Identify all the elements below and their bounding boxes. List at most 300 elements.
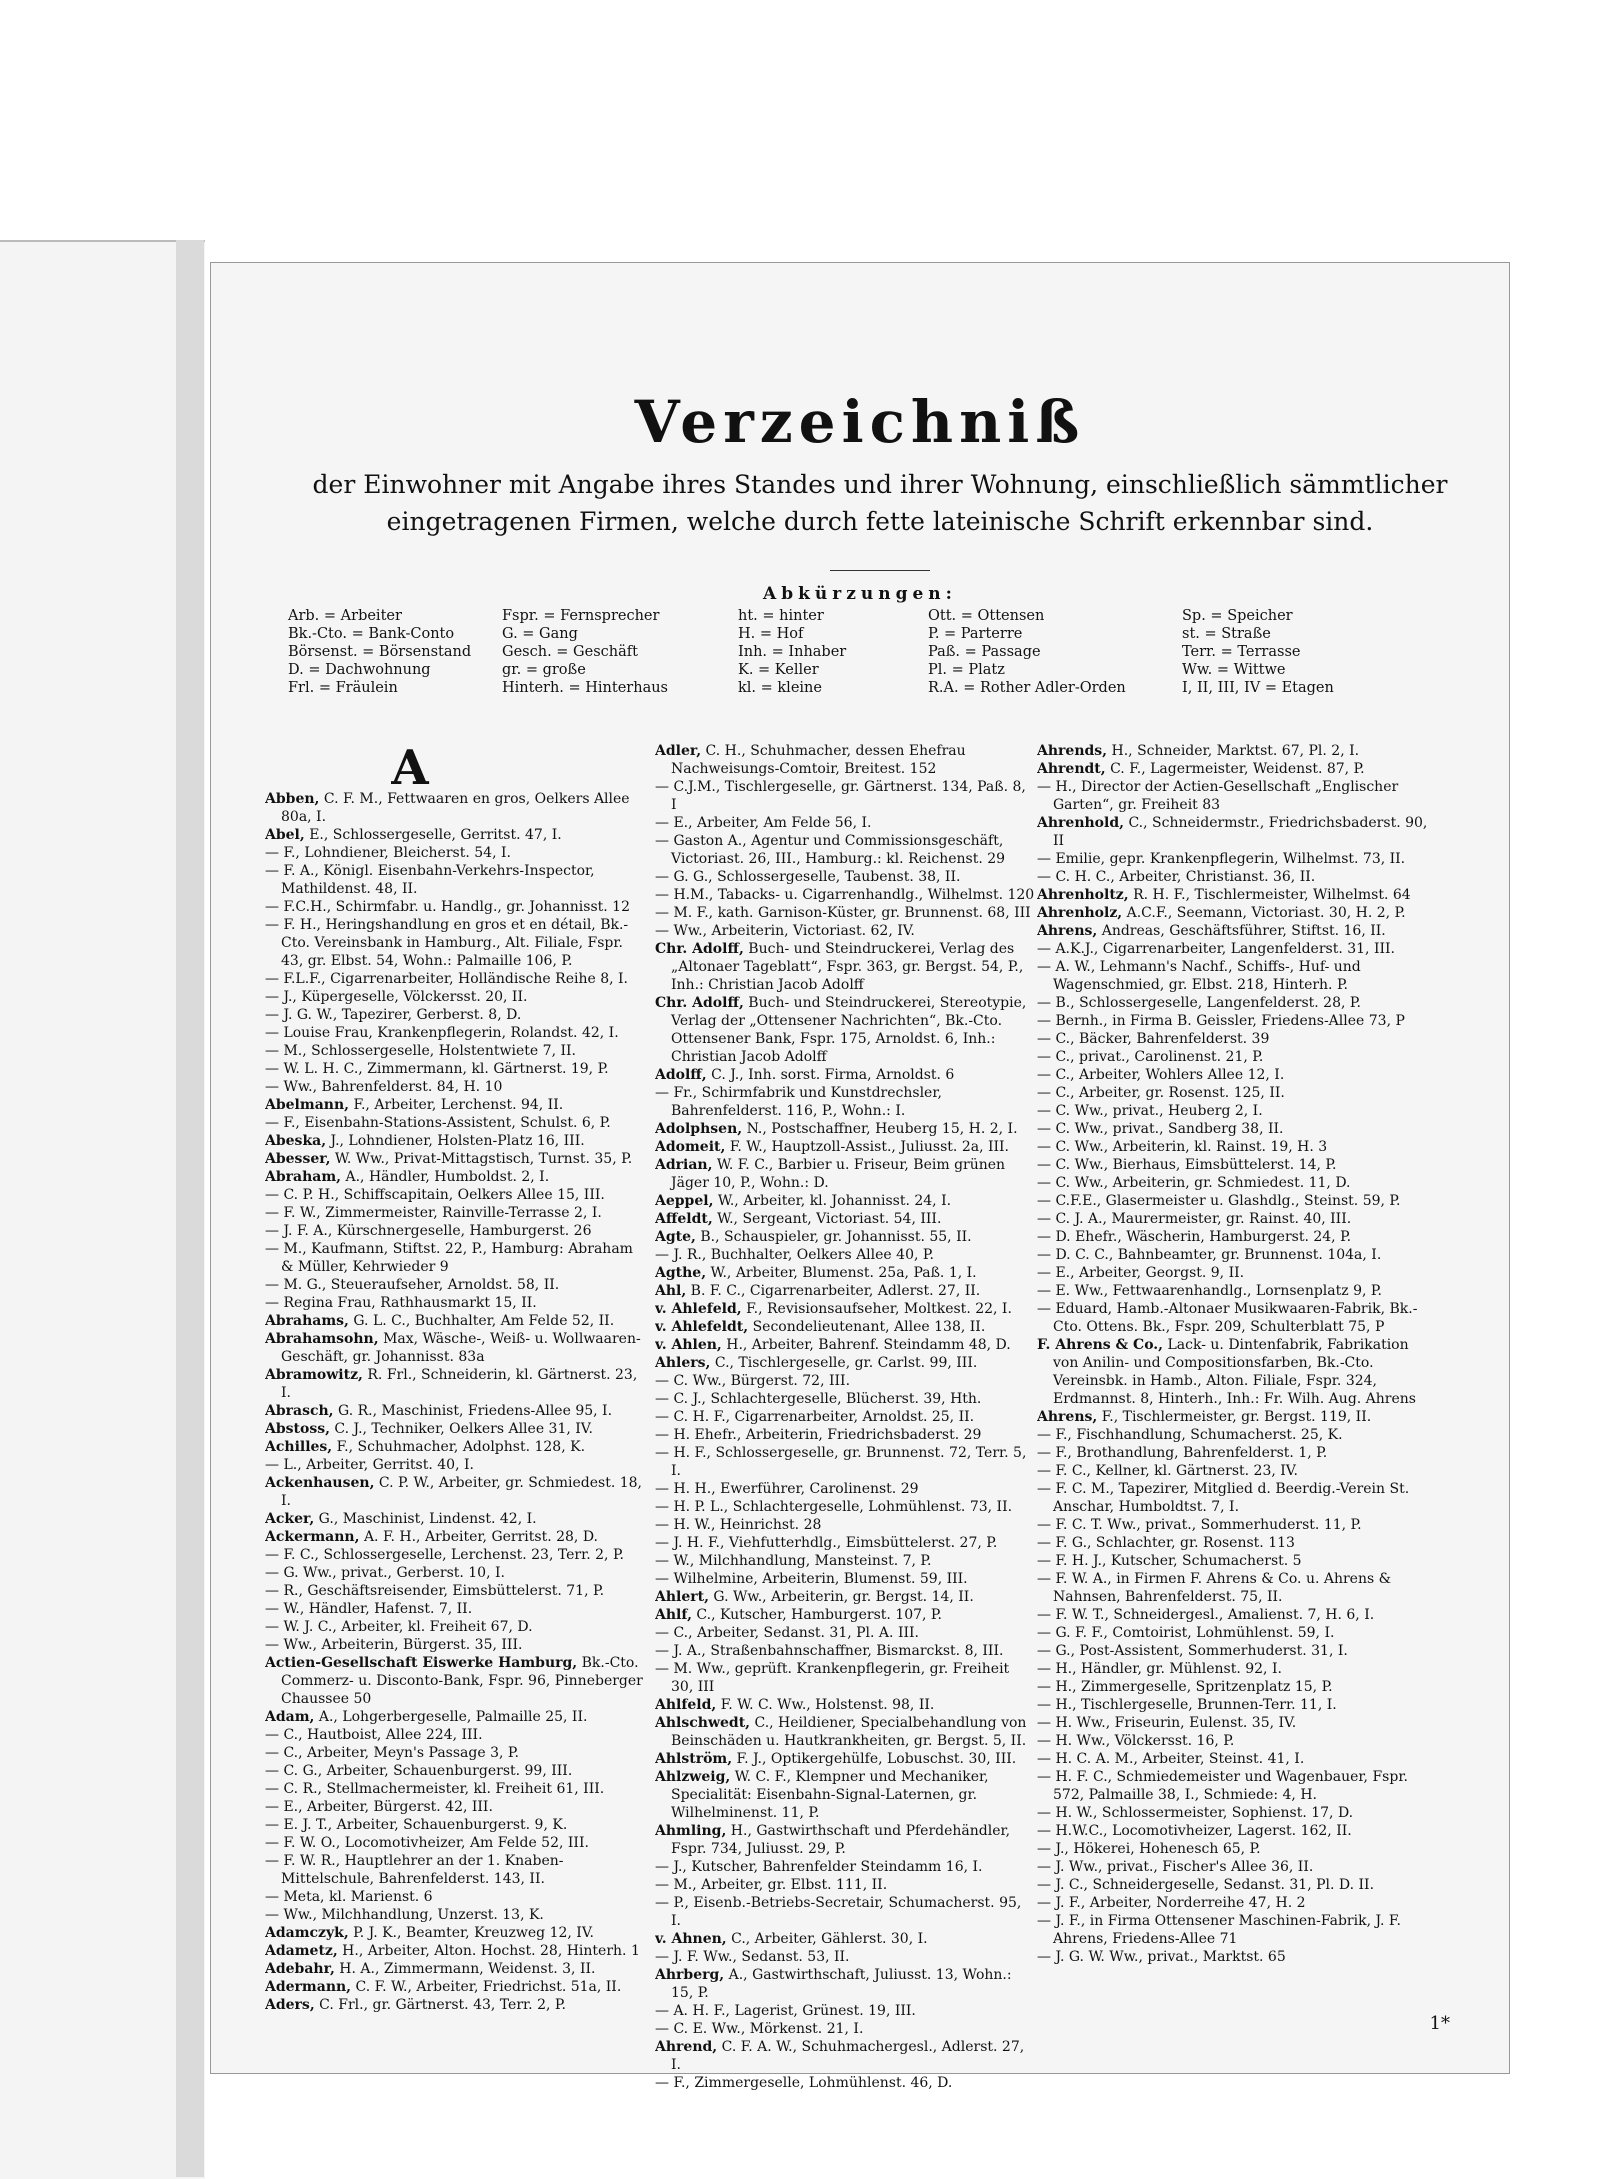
entry-details: — J. G. W. Ww., privat., Marktst. 65	[1037, 1949, 1286, 1965]
directory-entry	[655, 1282, 1035, 1300]
directory-entry	[265, 970, 645, 988]
entry-details: — Ww., Arbeiterin, Bürgerst. 35, III.	[265, 1637, 523, 1653]
entry-name: Abramowitz,	[265, 1367, 363, 1383]
directory-column-3	[1037, 742, 1429, 1966]
directory-entry	[265, 988, 645, 1006]
abbreviations-column-2	[502, 607, 668, 697]
directory-entry	[1037, 1120, 1429, 1138]
directory-entry	[655, 1552, 1035, 1570]
directory-entry	[265, 1510, 645, 1528]
entry-details: W. F. C., Barbier u. Friseur, Beim grünen Jäger 10, P., Wohn.: D.	[671, 1157, 1006, 1191]
page-title: Verzeichniß	[634, 388, 1086, 456]
directory-entry	[1037, 1534, 1429, 1552]
entry-details: C. J., Inh. sorst. Firma, Arnoldst. 6	[706, 1067, 955, 1083]
directory-entry	[655, 1948, 1035, 1966]
entry-name: Ahlzweig,	[655, 1769, 731, 1785]
directory-entry	[655, 1228, 1035, 1246]
entry-details: — E. J. T., Arbeiter, Schauenburgerst. 9, K.	[265, 1817, 568, 1833]
entry-name: Ahrends,	[1037, 743, 1108, 759]
entry-details: — C. Ww., Arbeiterin, gr. Schmiedest. 11, D.	[1037, 1175, 1351, 1191]
entry-details: — H. C. A. M., Arbeiter, Steinst. 41, I.	[1037, 1751, 1305, 1767]
abbreviation-item: Gesch. = Geschäft	[502, 644, 638, 660]
entry-details: — C. H. C., Arbeiter, Christianst. 36, II.	[1037, 869, 1316, 885]
directory-entry	[265, 1978, 645, 1996]
directory-entry	[1037, 1426, 1429, 1444]
directory-entry	[655, 1714, 1035, 1750]
entry-details: W., Arbeiter, kl. Johannisst. 24, I.	[713, 1193, 952, 1209]
entry-details: — H. Ww., Friseurin, Eulenst. 35, IV.	[1037, 1715, 1297, 1731]
directory-entry	[1037, 1480, 1429, 1516]
entry-details: — H., Director der Actien-Gesellschaft „Englischer Garten“, gr. Freiheit 83	[1037, 779, 1399, 813]
entry-details: Buch- und Steindruckerei, Verlag des „Altonaer Tageblatt“, Fspr. 363, gr. Bergst. 54, P., Inh.: Christian Jacob Adolff	[671, 941, 1024, 993]
directory-entry	[655, 1084, 1035, 1120]
directory-column-2	[655, 742, 1035, 2092]
entry-details: J., Lohndiener, Holsten-Platz 16, III.	[326, 1133, 585, 1149]
abbreviation-item: Pl. = Platz	[928, 662, 1005, 678]
entry-details: — J. Ww., privat., Fischer's Allee 36, II.	[1037, 1859, 1314, 1875]
entry-details: Bk.-Cto. Commerz- u. Disconto-Bank, Fspr. 96, Pinneberger Chaussee 50	[281, 1655, 643, 1707]
entry-details: — F. C., Schlossergeselle, Lerchenst. 23, Terr. 2, P.	[265, 1547, 624, 1563]
entry-details: F., Schuhmacher, Adolphst. 128, K.	[332, 1439, 586, 1455]
entry-details: — F. W. A., in Firmen F. Ahrens & Co. u. Ahrens & Nahnsen, Bahrenfelderst. 75, II.	[1037, 1571, 1392, 1605]
directory-entry	[1037, 904, 1429, 922]
entry-details: — C., Arbeiter, Meyn's Passage 3, P.	[265, 1745, 519, 1761]
entry-details: — C. H. F., Cigarrenarbeiter, Arnoldst. 25, II.	[655, 1409, 975, 1425]
entry-name: Ahlschwedt,	[655, 1715, 751, 1731]
directory-entry	[265, 1564, 645, 1582]
entry-details: — F. C., Kellner, kl. Gärtnerst. 23, IV.	[1037, 1463, 1298, 1479]
entry-details: — C. Ww., privat., Heuberg 2, I.	[1037, 1103, 1263, 1119]
entry-details: — J. H. F., Viehfutterhdlg., Eimsbüttelerst. 27, P.	[655, 1535, 998, 1551]
directory-entry	[655, 904, 1035, 922]
entry-details: — C. G., Arbeiter, Schauenburgerst. 99, III.	[265, 1763, 573, 1779]
directory-entry	[1037, 1174, 1429, 1192]
directory-entry	[655, 2074, 1035, 2092]
entry-details: — E., Arbeiter, Am Felde 56, I.	[655, 815, 872, 831]
entry-details: — P., Eisenb.-Betriebs-Secretair, Schumacherst. 95, I.	[655, 1895, 1022, 1929]
entry-details: F., Tischlermeister, gr. Bergst. 119, II.	[1097, 1409, 1372, 1425]
entry-details: — D. Ehefr., Wäscherin, Hamburgerst. 24, P.	[1037, 1229, 1352, 1245]
entry-details: C. F., Lagermeister, Weidenst. 87, P.	[1105, 761, 1365, 777]
entry-details: — F., Fischhandlung, Schumacherst. 25, K.	[1037, 1427, 1343, 1443]
abbreviation-item: Börsenst. = Börsenstand	[288, 644, 472, 660]
directory-entry	[655, 1480, 1035, 1498]
abbreviation-item: Inh. = Inhaber	[738, 644, 847, 660]
entry-details: G. Ww., Arbeiterin, gr. Bergst. 14, II.	[708, 1589, 974, 1605]
directory-entry	[265, 1420, 645, 1438]
directory-entry	[265, 1114, 645, 1132]
entry-details: — Ww., Arbeiterin, Victoriast. 62, IV.	[655, 923, 915, 939]
directory-entry	[655, 1966, 1035, 2002]
entry-details: F. W., Hauptzoll-Assist., Juliusst. 2a, III.	[725, 1139, 1010, 1155]
directory-entry	[1037, 1768, 1429, 1804]
directory-entry	[265, 1888, 645, 1906]
entry-details: Lack- u. Dintenfabrik, Fabrikation von Anilin- und Compositionsfarben, Bk.-Cto. Vereinsbk. in Hamb., Alton. Filiale, Fspr. 324, Erdmannst. 8, Hinterh., Inh.: Fr. Wilh. Aug. Ahrens	[1053, 1337, 1416, 1407]
directory-entry	[1037, 1642, 1429, 1660]
directory-entry	[655, 1426, 1035, 1444]
entry-details: — H. H., Ewerführer, Carolinenst. 29	[655, 1481, 919, 1497]
entry-name: Abelmann,	[265, 1097, 349, 1113]
directory-entry	[265, 1276, 645, 1294]
entry-name: Adebahr,	[265, 1961, 335, 1977]
entry-details: — C. J. A., Maurermeister, gr. Rainst. 40, III.	[1037, 1211, 1352, 1227]
directory-entry	[265, 1204, 645, 1222]
title-divider	[830, 570, 930, 571]
entry-name: Abben,	[265, 791, 320, 807]
entry-details: C. Frl., gr. Gärtnerst. 43, Terr. 2, P.	[314, 1997, 566, 2013]
entry-name: Adermann,	[265, 1979, 352, 1995]
entry-details: G. L. C., Buchhalter, Am Felde 52, II.	[348, 1313, 615, 1329]
directory-entry	[265, 1960, 645, 1978]
directory-entry	[1037, 1732, 1429, 1750]
abbreviation-item: Arb. = Arbeiter	[288, 608, 402, 624]
directory-entry	[655, 1318, 1035, 1336]
entry-details: C. F. M., Fettwaaren en gros, Oelkers Allee 80a, I.	[281, 791, 630, 825]
entry-details: — J., Hökerei, Hohenesch 65, P.	[1037, 1841, 1261, 1857]
entry-details: — M. F., kath. Garnison-Küster, gr. Brunnenst. 68, III	[655, 905, 1031, 921]
directory-entry	[265, 1996, 645, 2014]
entry-name: Actien-Gesellschaft Eiswerke Hamburg,	[265, 1655, 578, 1671]
directory-entry	[1037, 1012, 1429, 1030]
entry-name: Adrian,	[655, 1157, 713, 1173]
directory-entry	[1037, 1084, 1429, 1102]
entry-details: — F. A., Königl. Eisenbahn-Verkehrs-Inspector, Mathildenst. 48, II.	[265, 863, 595, 897]
entry-details: — Meta, kl. Marienst. 6	[265, 1889, 433, 1905]
entry-name: Abstoss,	[265, 1421, 330, 1437]
directory-entry	[1037, 1660, 1429, 1678]
directory-entry	[1037, 1228, 1429, 1246]
entry-details: B., Schauspieler, gr. Johannisst. 55, II.	[695, 1229, 972, 1245]
directory-entry	[265, 1132, 645, 1150]
entry-name: Ahrenholz,	[1037, 905, 1123, 921]
entry-name: Ahlert,	[655, 1589, 709, 1605]
directory-entry	[1037, 1408, 1429, 1426]
abbreviation-item: I, II, III, IV = Etagen	[1182, 680, 1334, 696]
entry-details: — H., Zimmergeselle, Spritzenplatz 15, P.	[1037, 1679, 1333, 1695]
entry-details: — E. Ww., Fettwaarenhandlg., Lornsenplatz 9, P.	[1037, 1283, 1382, 1299]
entry-details: — H. Ww., Völckersst. 16, P.	[1037, 1733, 1235, 1749]
directory-entry	[655, 1606, 1035, 1624]
abbreviation-item: K. = Keller	[738, 662, 819, 678]
directory-entry	[265, 1474, 645, 1510]
page-subtitle-line-2: eingetragenen Firmen, welche durch fette lateinische Schrift erkennbar sind.	[386, 507, 1374, 536]
directory-entry	[655, 1372, 1035, 1390]
entry-details: C. J., Techniker, Oelkers Allee 31, IV.	[329, 1421, 593, 1437]
entry-name: Aders,	[265, 1997, 315, 2013]
directory-entry	[655, 742, 1035, 778]
entry-name: Adler,	[655, 743, 702, 759]
entry-details: — C. Ww., privat., Sandberg 38, II.	[1037, 1121, 1284, 1137]
entry-details: — H. W., Heinrichst. 28	[655, 1517, 822, 1533]
entry-details: — M., Schlossergeselle, Holstentwiete 7, II.	[265, 1043, 576, 1059]
directory-entry	[655, 1534, 1035, 1552]
directory-entry	[1037, 1102, 1429, 1120]
abbreviations-column-3	[738, 607, 846, 697]
entry-name: Ahrend,	[655, 2039, 718, 2055]
directory-entry	[265, 1402, 645, 1420]
entry-details: H. A., Zimmermann, Weidenst. 3, II.	[334, 1961, 596, 1977]
directory-entry	[655, 1624, 1035, 1642]
entry-name: Adametz,	[265, 1943, 338, 1959]
entry-name: Abraham,	[265, 1169, 342, 1185]
entry-name: v. Ahlefeldt,	[655, 1319, 749, 1335]
directory-entry	[1037, 1210, 1429, 1228]
entry-details: — F. G., Schlachter, gr. Rosenst. 113	[1037, 1535, 1295, 1551]
entry-details: — F., Brothandlung, Bahrenfelderst. 1, P.	[1037, 1445, 1328, 1461]
entry-details: — C. Ww., Arbeiterin, kl. Rainst. 19, H. 3	[1037, 1139, 1328, 1155]
directory-entry	[1037, 868, 1429, 886]
entry-details: A., Gastwirthschaft, Juliusst. 13, Wohn.: 15, P.	[671, 1967, 1012, 2001]
entry-details: — W. L. H. C., Zimmermann, kl. Gärtnerst. 19, P.	[265, 1061, 609, 1077]
directory-entry	[265, 826, 645, 844]
entry-name: Ahlfeld,	[655, 1697, 717, 1713]
entry-details: — B., Schlossergeselle, Langenfelderst. 28, P.	[1037, 995, 1361, 1011]
entry-details: — C. Ww., Bierhaus, Eimsbüttelerst. 14, P.	[1037, 1157, 1337, 1173]
directory-entry	[265, 1546, 645, 1564]
entry-details: — M., Kaufmann, Stiftst. 22, P., Hamburg: Abraham & Müller, Kehrwieder 9	[265, 1241, 633, 1275]
entry-details: W. C. F., Klempner und Mechaniker, Specialität: Eisenbahn-Signal-Laternen, gr. Wilhelminenst. 11, P.	[671, 1769, 989, 1821]
entry-details: — F. C. T. Ww., privat., Sommerhuderst. 11, P.	[1037, 1517, 1362, 1533]
directory-entry	[1037, 1246, 1429, 1264]
directory-entry	[265, 916, 645, 970]
entry-details: — F., Lohndiener, Bleicherst. 54, I.	[265, 845, 511, 861]
directory-entry	[1037, 994, 1429, 1012]
abbreviation-item: Paß. = Passage	[928, 644, 1041, 660]
entry-details: — C. R., Stellmachermeister, kl. Freiheit 61, III.	[265, 1781, 605, 1797]
entry-details: — H.M., Tabacks- u. Cigarrenhandlg., Wilhelmst. 120	[655, 887, 1035, 903]
entry-name: Ahrens,	[1037, 923, 1098, 939]
entry-details: — Ww., Bahrenfelderst. 84, H. 10	[265, 1079, 503, 1095]
directory-entry	[1037, 1552, 1429, 1570]
entry-details: — C. J., Schlachtergeselle, Blücherst. 39, Hth.	[655, 1391, 982, 1407]
directory-entry	[265, 1330, 645, 1366]
directory-page	[210, 262, 1510, 2091]
directory-entry	[265, 1726, 645, 1744]
entry-details: — C.J.M., Tischlergeselle, gr. Gärtnerst. 134, Paß. 8, I	[655, 779, 1026, 813]
abbreviation-item: gr. = große	[502, 662, 586, 678]
entry-details: — M. Ww., geprüft. Krankenpflegerin, gr. Freiheit 30, III	[655, 1661, 1010, 1695]
entry-details: — H., Händler, gr. Mühlenst. 92, I.	[1037, 1661, 1282, 1677]
abbreviation-item: R.A. = Rother Adler-Orden	[928, 680, 1126, 696]
directory-entry	[1037, 1948, 1429, 1966]
entry-details: — F. H., Heringshandlung en gros et en détail, Bk.-Cto. Vereinsbank in Hamburg., Alt. Filiale, Fspr. 43, gr. Elbst. 54, Wohn.: Palmaille 106, P.	[265, 917, 629, 969]
entry-details: — M., Arbeiter, gr. Elbst. 111, II.	[655, 1877, 888, 1893]
directory-entry	[655, 1390, 1035, 1408]
entry-details: — Ww., Milchhandlung, Unzerst. 13, K.	[265, 1907, 544, 1923]
entry-details: — M. G., Steueraufseher, Arnoldst. 58, II.	[265, 1277, 560, 1293]
directory-entry	[655, 1444, 1035, 1480]
directory-entry	[1037, 1138, 1429, 1156]
directory-entry	[265, 1618, 645, 1636]
directory-entry	[1037, 1030, 1429, 1048]
entry-details: H., Gastwirthschaft und Pferdehändler, Fspr. 734, Juliusst. 29, P.	[671, 1823, 1011, 1857]
entry-details: W. Ww., Privat-Mittagstisch, Turnst. 35, P.	[330, 1151, 633, 1167]
directory-entry	[1037, 850, 1429, 868]
entry-details: — H. F. C., Schmiedemeister und Wagenbauer, Fspr. 572, Palmaille 38, I., Schmiede: 4, H.	[1037, 1769, 1408, 1803]
directory-entry	[265, 1852, 645, 1888]
entry-details: — Wilhelmine, Arbeiterin, Blumenst. 59, III.	[655, 1571, 968, 1587]
directory-entry	[655, 1300, 1035, 1318]
entry-name: Chr. Adolff,	[655, 995, 744, 1011]
entry-details: C., Schneidermstr., Friedrichsbaderst. 90, II	[1053, 815, 1428, 849]
directory-entry	[655, 940, 1035, 994]
directory-entry	[265, 1906, 645, 1924]
entry-details: — F. W. T., Schneidergesl., Amalienst. 7, H. 6, I.	[1037, 1607, 1375, 1623]
directory-entry	[1037, 1822, 1429, 1840]
directory-entry	[655, 1930, 1035, 1948]
entry-name: Achilles,	[265, 1439, 333, 1455]
entry-details: — D. C. C., Bahnbeamter, gr. Brunnenst. 104a, I.	[1037, 1247, 1382, 1263]
entry-details: — C., Arbeiter, Sedanst. 31, Pl. A. III.	[655, 1625, 919, 1641]
entry-details: W., Sergeant, Victoriast. 54, III.	[712, 1211, 942, 1227]
directory-entry	[1037, 1876, 1429, 1894]
entry-details: — J. R., Buchhalter, Oelkers Allee 40, P.	[655, 1247, 934, 1263]
directory-entry	[265, 1186, 645, 1204]
directory-entry	[655, 1498, 1035, 1516]
directory-entry	[1037, 1156, 1429, 1174]
entry-name: Affeldt,	[655, 1211, 713, 1227]
directory-entry	[265, 1456, 645, 1474]
directory-entry	[655, 1336, 1035, 1354]
entry-details: — J., Kutscher, Bahrenfelder Steindamm 16, I.	[655, 1859, 983, 1875]
entry-name: Ackenhausen,	[265, 1475, 375, 1491]
abbreviation-item: st. = Straße	[1182, 626, 1271, 642]
entry-name: v. Ahlen,	[655, 1337, 722, 1353]
abbreviation-item: Sp. = Speicher	[1182, 608, 1293, 624]
entry-details: — F. W., Zimmermeister, Rainville-Terrasse 2, I.	[265, 1205, 602, 1221]
directory-entry	[265, 790, 645, 826]
entry-name: Acker,	[265, 1511, 315, 1527]
entry-name: v. Ahnen,	[655, 1931, 727, 1947]
entry-details: R. H. F., Tischlermeister, Wilhelmst. 64	[1128, 887, 1411, 903]
abbreviations-column-1	[288, 607, 471, 697]
entry-details: C., Arbeiter, Gählerst. 30, I.	[726, 1931, 928, 1947]
entry-details: — F. W. O., Locomotivheizer, Am Felde 52, III.	[265, 1835, 589, 1851]
entry-name: Abeska,	[265, 1133, 327, 1149]
entry-details: — J., Küpergeselle, Völckersst. 20, II.	[265, 989, 528, 1005]
abbreviations-column-4	[928, 607, 1126, 697]
directory-entry	[655, 832, 1035, 868]
entry-name: Agte,	[655, 1229, 696, 1245]
entry-details: — Emilie, gepr. Krankenpflegerin, Wilhelmst. 73, II.	[1037, 851, 1406, 867]
entry-details: C., Heildiener, Specialbehandlung von Beinschäden u. Hautkrankheiten, gr. Bergst. 5, II.	[671, 1715, 1027, 1749]
entry-details: — A. H. F., Lagerist, Grünest. 19, III.	[655, 2003, 916, 2019]
entry-details: Andreas, Geschäftsführer, Stiftst. 16, II.	[1097, 923, 1386, 939]
directory-entry	[1037, 1264, 1429, 1282]
directory-entry	[265, 1060, 645, 1078]
directory-entry	[265, 1708, 645, 1726]
entry-details: — G. F. F., Comtoirist, Lohmühlenst. 59, I.	[1037, 1625, 1335, 1641]
entry-details: G., Maschinist, Lindenst. 42, I.	[314, 1511, 537, 1527]
entry-name: Ahlf,	[655, 1607, 692, 1623]
abbreviations-column-5	[1182, 607, 1334, 697]
directory-entry	[265, 1942, 645, 1960]
directory-entry	[1037, 1606, 1429, 1624]
directory-entry	[1037, 1804, 1429, 1822]
directory-entry	[655, 886, 1035, 904]
directory-entry	[265, 1438, 645, 1456]
entry-details: H., Arbeiter, Bahrenf. Steindamm 48, D.	[721, 1337, 1011, 1353]
directory-entry	[265, 1924, 645, 1942]
entry-details: — A. W., Lehmann's Nachf., Schiffs-, Huf- und Wagenschmied, gr. Elbst. 218, Hinterh. P.	[1037, 959, 1361, 993]
directory-entry	[265, 1636, 645, 1654]
entry-details: — C., Arbeiter, gr. Rosenst. 125, II.	[1037, 1085, 1285, 1101]
directory-entry	[1037, 1282, 1429, 1300]
entry-details: — L., Arbeiter, Gerritst. 40, I.	[265, 1457, 474, 1473]
directory-entry	[1037, 1570, 1429, 1606]
entry-details: E., Schlossergeselle, Gerritst. 47, I.	[304, 827, 562, 843]
entry-name: Adam,	[265, 1709, 315, 1725]
entry-details: — H. F., Schlossergeselle, gr. Brunnenst. 72, Terr. 5, I.	[655, 1445, 1027, 1479]
entry-details: — H., Tischlergeselle, Brunnen-Terr. 11, I.	[1037, 1697, 1337, 1713]
entry-details: F., Arbeiter, Lerchenst. 94, II.	[349, 1097, 564, 1113]
directory-entry	[655, 994, 1035, 1066]
entry-details: H., Arbeiter, Alton. Hochst. 28, Hinterh. 1	[337, 1943, 640, 1959]
entry-details: — F., Eisenbahn-Stations-Assistent, Schulst. 6, P.	[265, 1115, 611, 1131]
entry-details: — E., Arbeiter, Bürgerst. 42, III.	[265, 1799, 493, 1815]
entry-details: C. F. A. W., Schuhmachergesl., Adlerst. 27, I.	[671, 2039, 1025, 2073]
entry-details: — C. P. H., Schiffscapitain, Oelkers Allee 15, III.	[265, 1187, 605, 1203]
directory-entry	[265, 1024, 645, 1042]
entry-details: — Fr., Schirmfabrik und Kunstdrechsler, Bahrenfelderst. 116, P., Wohn.: I.	[655, 1085, 942, 1119]
entry-details: — Bernh., in Firma B. Geissler, Friedens-Allee 73, P	[1037, 1013, 1405, 1029]
entry-details: A. F. H., Arbeiter, Gerritst. 28, D.	[359, 1529, 599, 1545]
entry-details: — G., Post-Assistent, Sommerhuderst. 31, I.	[1037, 1643, 1348, 1659]
abbreviation-item: Hinterh. = Hinterhaus	[502, 680, 668, 696]
entry-details: P. J. K., Beamter, Kreuzweg 12, IV.	[348, 1925, 594, 1941]
directory-entry	[265, 1006, 645, 1024]
entry-name: Ahrberg,	[655, 1967, 725, 1983]
entry-details: F. W. C. Ww., Holstenst. 98, II.	[716, 1697, 935, 1713]
directory-entry	[1037, 1066, 1429, 1084]
abbreviation-item: Ott. = Ottensen	[928, 608, 1045, 624]
entry-details: Max, Wäsche-, Weiß- u. Wollwaaren-Geschäft, gr. Johannisst. 83a	[281, 1331, 641, 1365]
entry-details: — C. Ww., Bürgerst. 72, III.	[655, 1373, 851, 1389]
directory-entry	[655, 1876, 1035, 1894]
entry-name: Ahmling,	[655, 1823, 727, 1839]
directory-entry	[265, 1744, 645, 1762]
entry-name: Chr. Adolff,	[655, 941, 744, 957]
entry-details: — C., Bäcker, Bahrenfelderst. 39	[1037, 1031, 1270, 1047]
directory-entry	[265, 862, 645, 898]
entry-details: — G. Ww., privat., Gerberst. 10, I.	[265, 1565, 505, 1581]
entry-details: — F. C. M., Tapezirer, Mitglied d. Beerdig.-Verein St. Anschar, Humboldtst. 7, I.	[1037, 1481, 1410, 1515]
entry-details: — H. W., Schlossermeister, Sophienst. 17, D.	[1037, 1805, 1354, 1821]
abbreviation-item: Bk.-Cto. = Bank-Conto	[288, 626, 455, 642]
entry-details: F. J., Optikergehülfe, Lobuschst. 30, III.	[732, 1751, 1017, 1767]
entry-name: Ahrenholtz,	[1037, 887, 1129, 903]
directory-entry	[1037, 886, 1429, 904]
directory-entry	[655, 1570, 1035, 1588]
directory-entry	[655, 2002, 1035, 2020]
entry-details: — Louise Frau, Krankenpflegerin, Rolandst. 42, I.	[265, 1025, 619, 1041]
entry-details: — F.C.H., Schirmfabr. u. Handlg., gr. Johannisst. 12	[265, 899, 630, 915]
directory-entry	[1037, 1048, 1429, 1066]
directory-entry	[265, 1240, 645, 1276]
directory-entry	[1037, 814, 1429, 850]
directory-entry	[1037, 1696, 1429, 1714]
directory-entry	[655, 1822, 1035, 1858]
entry-details: C. H., Schuhmacher, dessen Ehefrau Nachweisungs-Comtoir, Breitest. 152	[671, 743, 966, 777]
entry-name: Ahrenhold,	[1037, 815, 1125, 831]
directory-entry	[1037, 1912, 1429, 1948]
entry-details: — C. E. Ww., Mörkenst. 21, I.	[655, 2021, 864, 2037]
directory-entry	[655, 1750, 1035, 1768]
directory-entry	[655, 1264, 1035, 1282]
entry-name: Ahrendt,	[1037, 761, 1106, 777]
entry-name: Abrahamsohn,	[265, 1331, 379, 1347]
entry-details: — E., Arbeiter, Georgst. 9, II.	[1037, 1265, 1245, 1281]
